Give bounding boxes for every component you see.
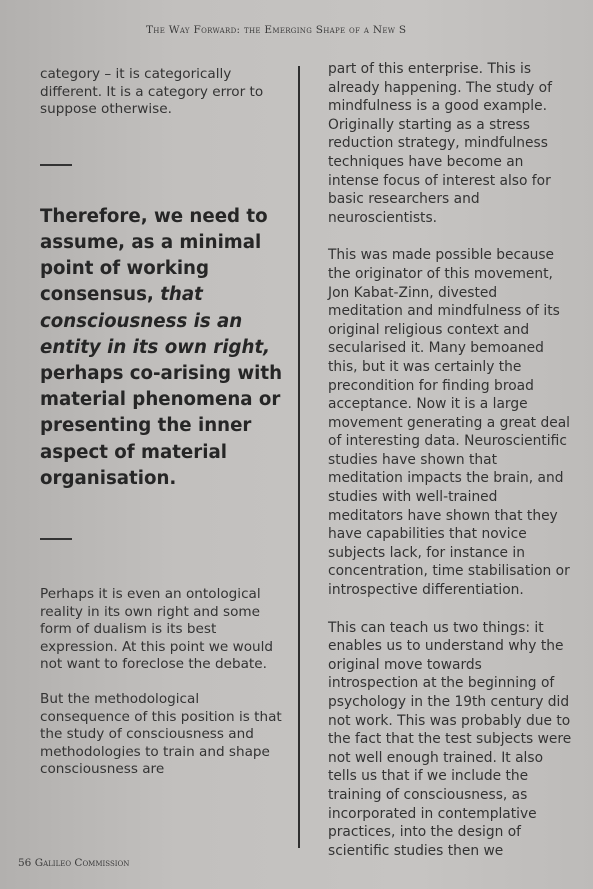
running-title: The Way Forward: the Emerging Shape of a New S — [146, 24, 407, 36]
column-divider — [298, 66, 300, 848]
section-dash-1 — [40, 164, 72, 166]
pull-quote — [40, 204, 285, 492]
left-column — [40, 66, 285, 779]
publication-name: Galileo Commission — [34, 857, 130, 869]
right-paragraph-2: This was made possible because the originator of this movement, Jon Kabat-Zinn, divested meditation and mindfulness of its original religious context and secularised it. Many bemoaned this, but it was certainly the precondition for finding broad acceptance. Now it is a large movement generating a great deal of interesting data. Neuroscientific studies have shown that meditation impacts the brain, and studies with well-trained meditators have shown that they have capabilities that novice subjects lack, for instance in concentration, time stabilisation or introspective differentiation. — [328, 247, 570, 599]
pull-quote-part-2: perhaps co-arising with material phenomena or presenting the inner aspect of material organisation. — [40, 363, 283, 489]
left-paragraph-1: Perhaps it is even an ontological reality in its own right and some form of dualism is its best expression. At this point we would not want to foreclose the debate. — [40, 586, 274, 673]
left-paragraph-2: But the methodological consequence of this position is that the study of consciousness and methodologies to train and shape consciousness are — [40, 690, 282, 778]
right-column — [328, 60, 573, 860]
running-header — [146, 24, 446, 36]
right-paragraph-1: part of this enterprise. This is already happening. The study of mindfulness is a good example. Originally starting as a stress reduction strategy, mindfulness techniques have become an intense focus of interest also for basic researchers and neuroscientists. — [328, 61, 552, 226]
page-footer — [18, 857, 129, 869]
pull-quote-part-1: Therefore, we need to assume, as a minimal point of working consensus, — [40, 205, 268, 306]
left-intro-paragraph: category – it is categorically different. It is a category error to suppose otherwise. — [40, 66, 264, 118]
right-paragraph-3: This can teach us two things: it enables us to understand why the original move towards introspection at the beginning of psychology in the 19th century did not work. This was probably due to the fact that the test subjects were not well enough trained. It also tells us that if we include the training of consciousness, as incorporated in contemplative practices, into the design of scientific studies then we — [328, 619, 572, 859]
section-dash-2 — [40, 538, 72, 540]
page-number: 56 — [18, 857, 32, 869]
pull-quote-emphasis: that consciousness is an entity in its own right, — [40, 284, 271, 358]
